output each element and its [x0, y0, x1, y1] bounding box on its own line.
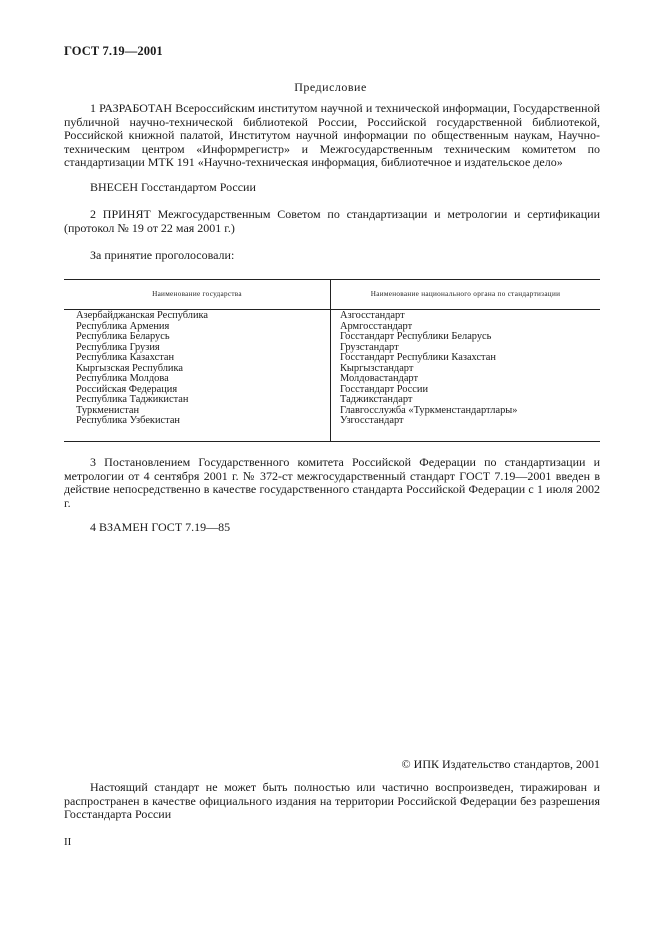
states-column [76, 311, 208, 427]
paragraph-developed-lead: 1 РАЗРАБОТАН [90, 101, 173, 115]
paragraph-voted: За принятие проголосовали: [90, 248, 235, 262]
table-row-body: Кыргызстандарт [340, 362, 414, 374]
paragraph-replaces-text: ГОСТ 7.19—85 [148, 520, 231, 534]
table-row-state: Республика Казахстан [76, 352, 175, 363]
paragraph-introduced-text: Госстандартом России [138, 180, 256, 194]
paragraph-adopted-lead: 2 ПРИНЯТ [90, 207, 151, 221]
table-header-state: Наименование государства [152, 290, 242, 298]
table-row-body: Госстандарт Республики Казахстан [340, 352, 496, 363]
paragraph-introduced-lead: ВНЕСЕН [90, 180, 138, 194]
table-row-state: Республика Беларусь [76, 331, 170, 342]
paragraph-developed-text: Всероссийским институтом научной и технической информации, Государственной публичной научно-технической библиотекой России, Российской государственной библиотекой, Российской книжной палатой, Институтом научной информации по общественным наукам, Научно-техническим центром «Информрегистр» и Межгосударственным техническим комитетом по стандартизации МТК 191 «Научно-техническая информация, библиотечное и издательское дело» [64, 101, 600, 170]
document-id: ГОСТ 7.19—2001 [64, 44, 163, 58]
table-row-body: Молдовастандарт [340, 373, 419, 384]
table-row-body: Узгосстандарт [340, 415, 404, 426]
table-row-state: Кыргызская Республика [76, 362, 183, 374]
paragraph-adopted-text: Межгосударственным Советом по стандартизации и метрологии и сертификации (протокол № 19 от 22 мая 2001 г.) [64, 207, 600, 235]
paragraph-introduced [64, 181, 600, 195]
bodies-column [340, 311, 517, 427]
table-row-body: Главгосслужба «Туркменстандартлары» [340, 404, 518, 416]
table-row-state: Республика Армения [76, 320, 170, 332]
table-row-body: Азгосстандарт [340, 310, 405, 321]
table-row-body: Госстандарт России [340, 383, 429, 395]
page-number: II [64, 836, 72, 848]
table-row-body: Армгосстандарт [340, 320, 413, 332]
table-row-state: Республика Грузия [76, 341, 160, 353]
table-row-state: Туркменистан [76, 404, 140, 416]
preface-title: Предисловие [294, 80, 367, 94]
table-row-state: Республика Таджикистан [76, 394, 189, 405]
paragraph-replaces [64, 521, 600, 535]
table-header-body: Наименование национального органа по стандартизации [370, 290, 561, 298]
table-column-divider [330, 280, 331, 441]
reproduction-notice: Настоящий стандарт не может быть полностью или частично воспроизведен, тиражирован и распространен в качестве официального издания на территории Российской Федерации без разрешения Госстандарта России [64, 780, 600, 822]
table-row-state: Республика Узбекистан [76, 415, 180, 426]
table-row-state: Азербайджанская Республика [76, 310, 209, 321]
table-row-body: Таджикстандарт [340, 394, 413, 405]
paragraph-adopted [64, 208, 600, 235]
table-row-state: Республика Молдова [76, 373, 169, 384]
paragraph-replaces-lead: 4 ВЗАМЕН [90, 520, 149, 534]
states-table [64, 279, 600, 442]
paragraph-developed [64, 102, 600, 170]
copyright: © ИПК Издательство стандартов, 2001 [401, 757, 600, 771]
table-row-body: Госстандарт Республики Беларусь [340, 331, 492, 342]
paragraph-decree: 3 Постановлением Государственного комитета Российской Федерации по стандартизации и метрологии от 4 сентября 2001 г. № 372-ст межгосударственный стандарт ГОСТ 7.19—2001 введен в действие непосредственно в качестве государственного стандарта Российской Федерации с 1 июля 2002 г. [64, 455, 600, 510]
table-row-body: Грузстандарт [340, 341, 399, 353]
table-row-state: Российская Федерация [76, 383, 178, 395]
